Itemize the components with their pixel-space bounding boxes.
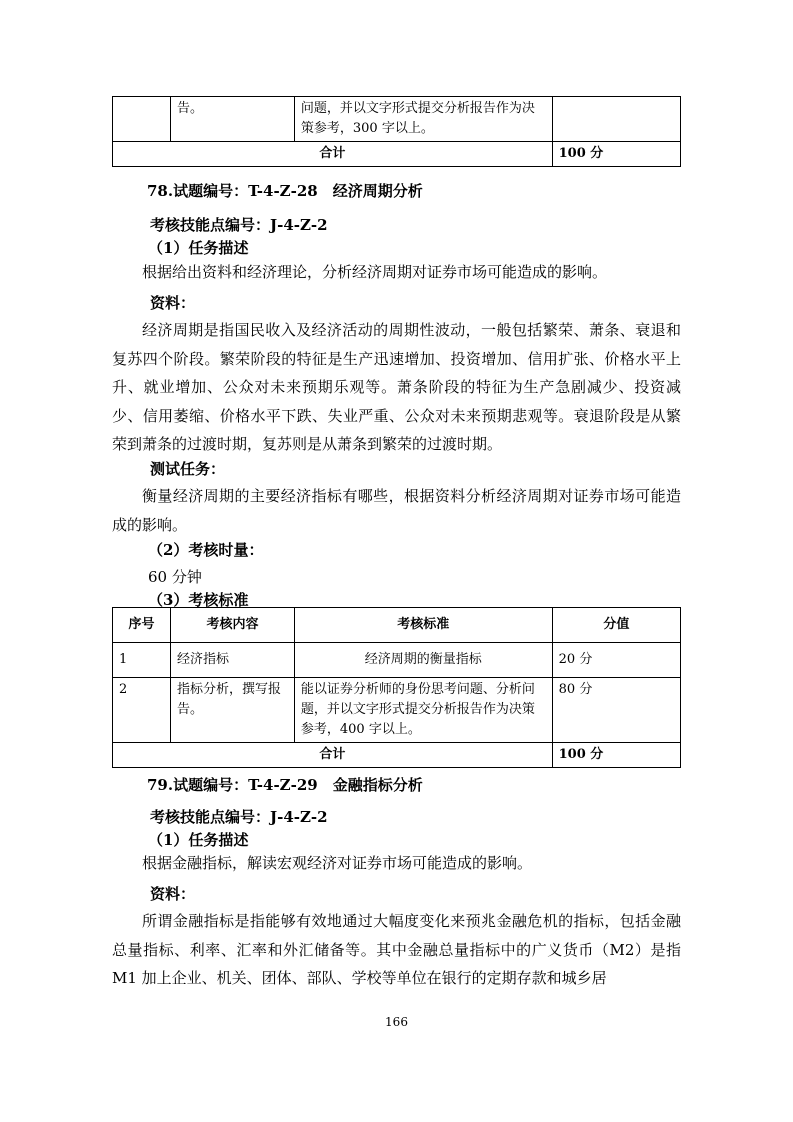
table-header: 考核标准 [294, 608, 552, 643]
page-number: 166 [385, 1015, 408, 1029]
table-cell: 指标分析，撰写报告。 [171, 678, 295, 743]
table-cell: 80 分 [552, 678, 680, 743]
q79-material-text: 所谓金融指标是指能够有效地通过大幅度变化来预兆金融危机的指标，包括金融总量指标、利率、汇率和外汇储备等。其中金融总量指标中的广义货币（M2）是指 M1 加上企业、机关、团体、部队、学校等单位在银行的定期存款和城乡居 [112, 912, 681, 987]
table-header: 考核内容 [171, 608, 295, 643]
table-cell: 20 分 [552, 643, 680, 678]
q78-material-heading: 资料： [150, 294, 196, 312]
table-row [113, 643, 681, 678]
table-total-row [113, 743, 681, 768]
q78-title: 78.试题编号：T-4-Z-28 经济周期分析 [147, 182, 423, 200]
table-cell: 经济周期的衡量指标 [294, 643, 552, 678]
q79-material-heading: 资料： [150, 885, 196, 903]
q78-skill: 考核技能点编号：J-4-Z-2 [150, 216, 328, 234]
q78-std-heading: （3）考核标准 [148, 591, 249, 609]
q78-test-heading: 测试任务： [150, 460, 226, 478]
table-cell: 2 [113, 678, 171, 743]
table-row [113, 97, 681, 142]
table-total-row [113, 142, 681, 167]
q78-time-heading: （2）考核时量： [148, 541, 264, 559]
total-value: 100 分 [552, 142, 680, 167]
table-cell [113, 97, 171, 142]
table-header-row [113, 608, 681, 643]
total-label: 合计 [113, 743, 553, 768]
q78-task-heading: （1）任务描述 [148, 239, 249, 257]
total-label: 合计 [113, 142, 553, 167]
table-cell: 1 [113, 643, 171, 678]
total-value: 100 分 [552, 743, 680, 768]
standards-table [112, 607, 681, 768]
table-cell: 问题，并以文字形式提交分析报告作为决策参考，300 字以上。 [294, 97, 552, 142]
table-cell: 告。 [171, 97, 295, 142]
table-header: 序号 [113, 608, 171, 643]
table-row [113, 678, 681, 743]
q79-title: 79.试题编号：T-4-Z-29 金融指标分析 [147, 776, 423, 794]
prev-table [112, 96, 681, 167]
q78-test-text: 衡量经济周期的主要经济指标有哪些，根据资料分析经济周期对证券市场可能造成的影响。 [112, 487, 681, 534]
table-cell [552, 97, 680, 142]
q79-skill: 考核技能点编号：J-4-Z-2 [150, 808, 328, 826]
q78-material-text: 经济周期是指国民收入及经济活动的周期性波动，一般包括繁荣、萧条、衰退和复苏四个阶段。繁荣阶段的特征是生产迅速增加、投资增加、信用扩张、价格水平上升、就业增加、公众对未来预期乐观等。萧条阶段的特征为生产急剧减少、投资减少、信用萎缩、价格水平下跌、失业严重、公众对未来预期悲观等。衰退阶段是从繁荣到萧条的过渡时期，复苏则是从萧条到繁荣的过渡时期。 [112, 321, 681, 453]
q79-task-text: 根据金融指标，解读宏观经济对证券市场可能造成的影响。 [142, 854, 533, 872]
table-cell: 能以证券分析师的身份思考问题、分析问题，并以文字形式提交分析报告作为决策参考，400 字以上。 [294, 678, 552, 743]
table-header: 分值 [552, 608, 680, 643]
table-cell: 经济指标 [171, 643, 295, 678]
q79-task-heading: （1）任务描述 [148, 831, 249, 849]
q78-task-text: 根据给出资料和经济理论，分析经济周期对证券市场可能造成的影响。 [142, 263, 608, 281]
q78-time-text: 60 分钟 [148, 568, 202, 586]
